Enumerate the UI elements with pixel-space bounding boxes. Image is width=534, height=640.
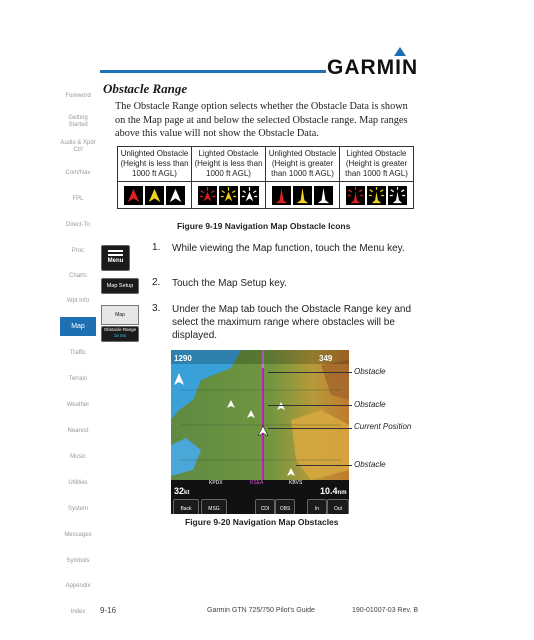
tall-lighted-obstacle-white-icon [388,186,407,205]
obstacle-range-value: 15 nm [113,333,127,338]
lighted-high-icons-cell [340,182,414,209]
sidebar-item-system[interactable]: System [67,506,88,512]
tall-obstacle-red-icon [272,186,291,205]
section-title: Obstacle Range [103,81,188,96]
table-header-cell: Unlighted Obstacle (Height is less than 1000 ft AGL) [118,147,192,182]
sidebar-item-appendix[interactable]: Appendix [65,583,91,589]
cdi-softkey[interactable]: CDI [255,499,275,514]
softkey-bar [171,499,349,514]
map-waypoint-from: KPDX [209,480,223,486]
lighted-low-icons-cell [192,182,266,209]
map-waypoint-active: KSEA [250,480,264,486]
sidebar-item-audio-xpdr[interactable]: Audio & Xpdr Ctrl [60,140,96,153]
tall-obstacle-yellow-icon [293,186,312,205]
obstacle-white-icon [166,186,185,205]
map-tab[interactable]: Map [101,305,139,325]
table-header-cell: Lighted Obstacle (Height is greater than 1000 ft AGL) [340,147,414,182]
garmin-logo-triangle-icon [394,47,406,56]
lighted-obstacle-red-icon [198,186,217,205]
map-groundspeed: 32kt [174,486,190,496]
sidebar-item-weather[interactable]: Weather [66,402,90,408]
sidebar-item-music[interactable]: Music [70,454,86,460]
tall-obstacle-white-icon [314,186,333,205]
msg-softkey[interactable]: MSG [201,499,227,514]
sidebar-item-direct-to[interactable]: Direct-To [65,222,90,228]
step-number: 3. [152,303,161,314]
north-up-icon[interactable] [174,372,184,384]
garmin-logo: GARMIN [327,56,419,79]
figure-caption-icons: Figure 9-19 Navigation Map Obstacle Icons [177,221,351,231]
sidebar-item-com-nav[interactable]: Com/Nav [65,170,91,176]
step-text: While viewing the Map function, touch the Menu key. [172,243,405,254]
sidebar-item-index[interactable]: Index [70,609,86,615]
table-header-cell: Lighted Obstacle (Height is less than 1000 ft AGL) [192,147,266,182]
back-softkey[interactable]: Back [173,499,199,514]
callout-line [268,372,352,373]
sidebar-item-charts[interactable]: Charts [69,273,87,279]
obstacle-icons-table [117,146,414,209]
zoom-in-softkey[interactable]: In [307,499,327,514]
sidebar-item-getting-started[interactable]: Getting Started [68,115,88,128]
obstacle-range-button[interactable] [101,326,139,342]
callout-obstacle: Obstacle [354,367,386,376]
callout-line [268,428,352,429]
footer-title: Garmin GTN 725/750 Pilot's Guide [207,607,315,614]
sidebar-item-symbols[interactable]: Symbols [66,558,90,564]
step-text: Under the Map tab touch the Obstacle Range key and select the maximum range where obstacles will be displayed. [172,304,412,341]
sidebar-item-traffic[interactable]: Traffic [69,350,87,356]
section-paragraph: The Obstacle Range option selects whether the Obstacle Data is shown on the Map page at and below the selected Obstacle range. Map ranges above this value will not show the Obstacle Data. [115,101,408,139]
sidebar-item-messages[interactable]: Messages [64,532,92,538]
sidebar-item-map[interactable]: Map [60,317,96,336]
unlighted-low-icons-cell [118,182,192,209]
sidebar-item-fpl[interactable]: FPL [72,196,84,202]
obstacle-yellow-icon [145,186,164,205]
map-track-readout: 349 [319,354,333,363]
menu-lines-icon [108,250,123,256]
zoom-out-softkey[interactable]: Out [327,499,349,514]
sidebar-item-utilities[interactable]: Utilities [68,480,88,486]
lighted-obstacle-yellow-icon [219,186,238,205]
obstacle-red-icon [124,186,143,205]
unlighted-high-icons-cell [266,182,340,209]
step-text: Touch the Map Setup key. [172,278,287,289]
callout-obstacle: Obstacle [354,460,386,469]
callout-line [268,405,352,406]
map-setup-button[interactable]: Map Setup [101,278,139,294]
figure-caption-map: Figure 9-20 Navigation Map Obstacles [185,517,339,527]
table-header-cell: Unlighted Obstacle (Height is greater than 1000 ft AGL) [266,147,340,182]
step-number: 2. [152,277,161,288]
page-number: 9-16 [100,606,117,615]
map-altitude-readout: 1290 [174,354,192,363]
lighted-obstacle-white-icon [240,186,259,205]
navigation-map [171,350,349,514]
menu-button-label: Menu [107,258,124,264]
callout-obstacle: Obstacle [354,400,386,409]
footer-doc-number: 190-01007-03 Rev. B [352,607,419,614]
callout-current-position: Current Position [354,422,412,431]
sidebar-item-wpt-info[interactable]: Wpt Info [66,298,90,304]
sidebar-item-foreword[interactable]: Foreword [65,93,91,99]
map-range: 10.4nm [320,486,347,496]
menu-button[interactable] [101,245,130,271]
map-waypoint-next: KBVS [289,480,303,486]
sidebar-item-terrain[interactable]: Terrain [68,376,88,382]
step-number: 1. [152,242,161,253]
callout-line [296,465,352,466]
sidebar-item-proc[interactable]: Proc [71,248,85,254]
tall-lighted-obstacle-red-icon [346,186,365,205]
sidebar-item-nearest[interactable]: Nearest [67,428,89,434]
obs-softkey[interactable]: OBS [275,499,295,514]
tall-lighted-obstacle-yellow-icon [367,186,386,205]
header-rule [100,70,326,73]
obstacle-range-label: Obstacle Range [103,327,137,332]
